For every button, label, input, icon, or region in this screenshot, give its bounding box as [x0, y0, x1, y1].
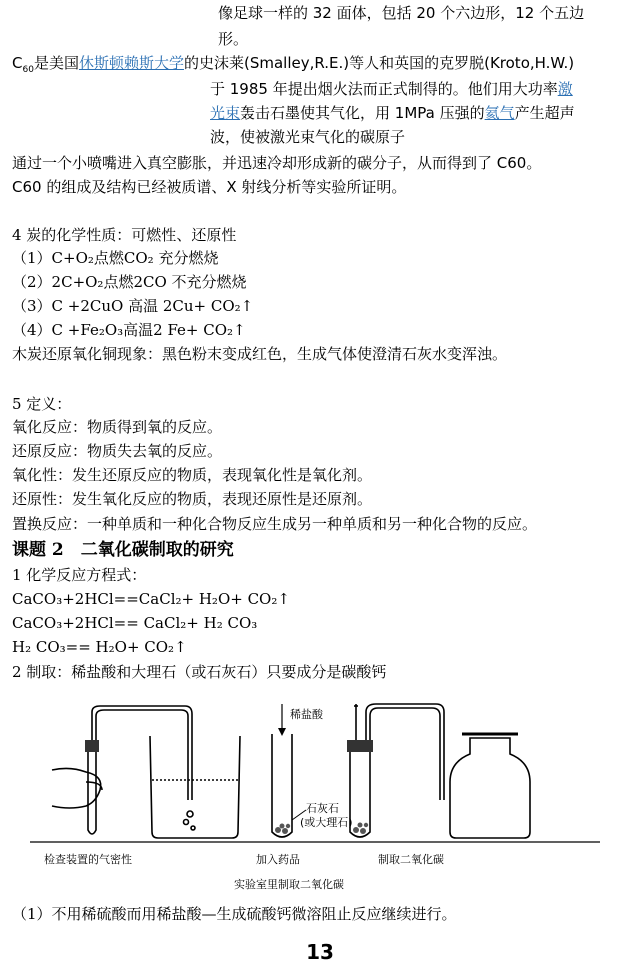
reduction-observation: 木炭还原氧化铜现象：黑色粉末变成红色，生成气体使澄清石灰水变浑浊。	[12, 345, 508, 363]
intro-line-5: 光束轰击石墨使其气化，用 1MPa 压强的氦气产生超声	[210, 104, 575, 122]
section4-title: 4 炭的化学性质：可燃性、还原性	[12, 226, 237, 244]
reaction-1: （1）C+O₂点燃CO₂ 充分燃烧	[12, 249, 219, 267]
intro-line-7: 通过一个小喷嘴进入真空膨胀，并迅速冷却形成新的碳分子，从而得到了 C60。	[12, 154, 542, 172]
definition-oxidizing: 氧化性：发生还原反应的物质，表现氧化性是氧化剂。	[12, 466, 373, 484]
intro-line-4: 于 1985 年提出烟火法而正式制得的。他们用大功率激	[210, 80, 573, 98]
intro-line-2: 形。	[218, 30, 249, 48]
intro-line-6: 波，使被激光束气化的碳原子	[210, 128, 406, 146]
laser-link-a[interactable]: 激	[557, 80, 573, 98]
laser-link-b[interactable]: 光束	[210, 104, 241, 122]
intro-line-3: $C_{60}$是美国休斯顿赖斯大学的史沫莱(Smalley,R.E.)等人和英国的克罗脱(Kroto,H.W.)	[12, 54, 575, 75]
reaction-2: （2）2C+O₂点燃2CO 不充分燃烧	[12, 273, 247, 291]
label-limestone: 石灰石	[306, 802, 339, 815]
definition-displacement: 置换反应：一种单质和一种化合物反应生成另一种单质和另一种化合物的反应。	[12, 515, 538, 533]
caption-add-reagent: 加入药品	[256, 853, 300, 866]
section5-title: 5 定义：	[12, 395, 72, 413]
rice-university-link[interactable]: 休斯顿赖斯大学	[78, 54, 184, 72]
reaction-3: （3）C +2CuO 高温 2Cu+ CO₂↑	[12, 297, 254, 315]
definition-reduction: 还原反应：物质失去氧的反应。	[12, 442, 223, 460]
c60-symbol: $C_{60}$	[12, 54, 34, 75]
caption-airtightness: 检查装置的气密性	[44, 853, 132, 866]
caption-produce-co2: 制取二氧化碳	[378, 853, 444, 866]
label-marble: (或大理石)	[300, 816, 353, 829]
reaction-4: （4）C +Fe₂O₃高温2 Fe+ CO₂↑	[12, 321, 246, 339]
definition-oxidation: 氧化反应：物质得到氧的反应。	[12, 418, 223, 436]
figure-caption: 实验室里制取二氧化碳	[234, 878, 344, 891]
equation-1: CaCO₃+2HCl==CaCl₂+ H₂O+ CO₂↑	[12, 590, 290, 608]
equation-title: 1 化学反应方程式：	[12, 566, 147, 584]
note-1: （1）不用稀硫酸而用稀盐酸—生成硫酸钙微溶阻止反应继续进行。	[12, 905, 457, 923]
intro-line-8: C60 的组成及结构已经被质谱、X 射线分析等实验所证明。	[12, 178, 407, 196]
preparation-line: 2 制取：稀盐酸和大理石（或石灰石）只要成分是碳酸钙	[12, 663, 387, 681]
topic2-heading: 课题 2 二氧化碳制取的研究	[12, 540, 234, 560]
equation-2: CaCO₃+2HCl== CaCl₂+ H₂ CO₃	[12, 614, 258, 632]
equation-3: H₂ CO₃== H₂O+ CO₂↑	[12, 638, 187, 656]
page-number: 13	[306, 940, 334, 964]
helium-link[interactable]: 氦气	[484, 104, 515, 122]
intro-line-1: 像足球一样的 32 面体，包括 20 个六边形，12 个五边	[218, 4, 585, 22]
label-dilute-acid: 稀盐酸	[290, 708, 323, 721]
definition-reducing: 还原性：发生氧化反应的物质，表现还原性是还原剂。	[12, 490, 373, 508]
